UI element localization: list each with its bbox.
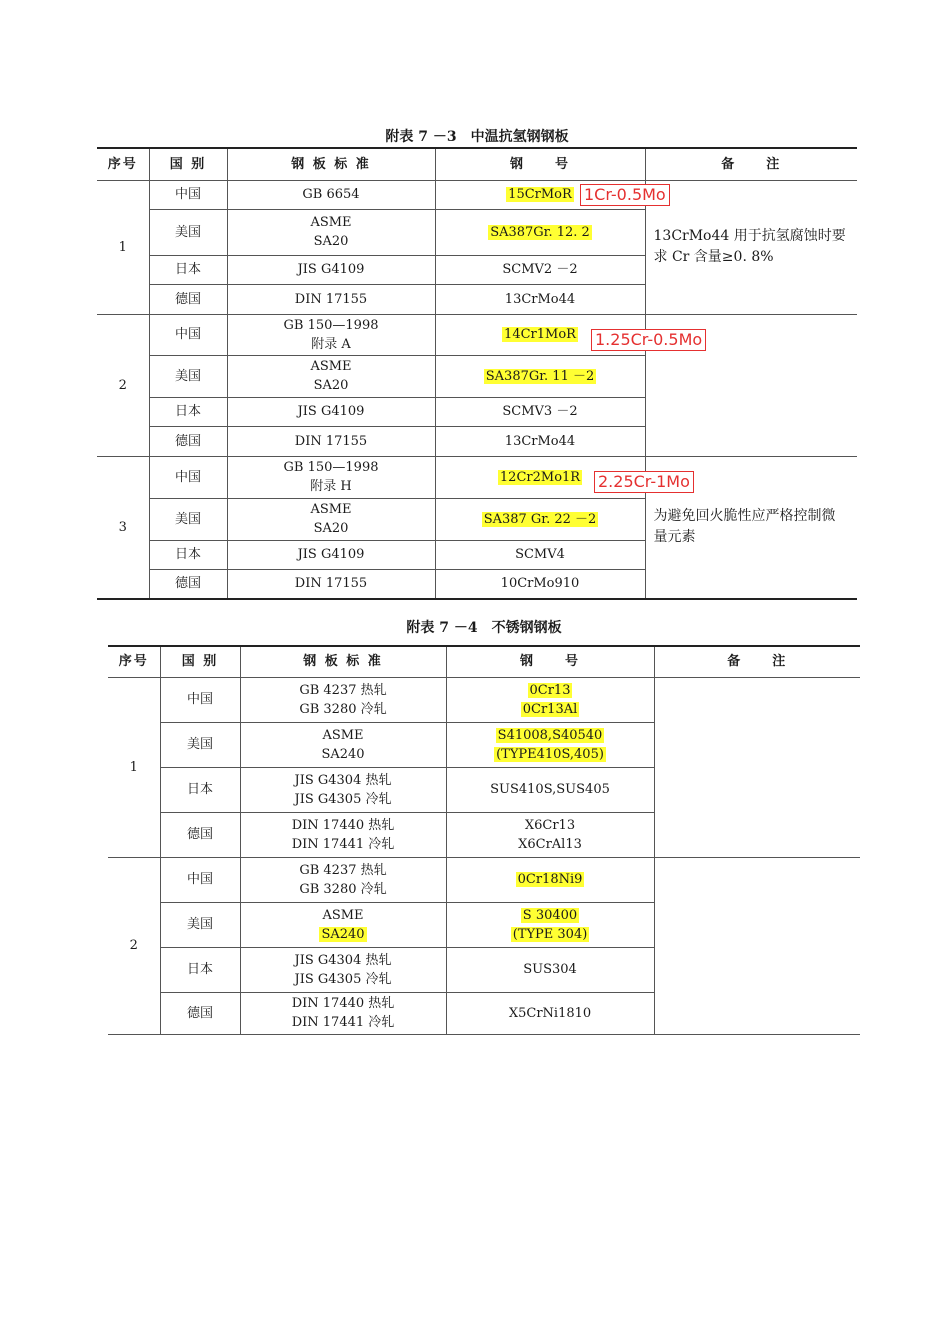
standard-cell	[240, 722, 446, 767]
grade-text: 10CrMo910	[500, 576, 580, 592]
standard-line	[243, 790, 444, 809]
grade-line	[438, 260, 643, 279]
standard-cell	[240, 857, 446, 902]
standard-line	[230, 500, 433, 519]
grade-cell	[446, 902, 654, 947]
grade-text: 13CrMo44	[504, 433, 576, 449]
standard-text: GB 4237 热轧	[299, 862, 387, 878]
standard-cell	[227, 209, 435, 255]
standard-text: 附录 H	[310, 479, 352, 494]
grade-line	[438, 574, 643, 593]
grade-line	[438, 545, 643, 564]
group-number: 1	[108, 677, 160, 857]
country-cell: 美国	[160, 902, 240, 947]
note-cell	[654, 677, 860, 857]
column-header: 钢 板 标 准	[227, 148, 435, 180]
column-header: 钢 号	[446, 646, 654, 677]
header-row	[108, 646, 860, 677]
grade-line	[438, 367, 643, 386]
grade-text: SA387 Gr. 22 －2	[483, 511, 597, 527]
country-cell: 德国	[149, 569, 227, 599]
grade-line	[449, 835, 652, 854]
country-cell: 德国	[149, 426, 227, 456]
country-cell: 日本	[149, 255, 227, 284]
column-header: 备 注	[645, 148, 857, 180]
grade-text: 14Cr1MoR	[504, 327, 576, 342]
grade-line	[449, 925, 652, 944]
column-header: 备 注	[654, 646, 860, 677]
column-header: 钢 号	[435, 148, 645, 180]
table-row	[97, 180, 857, 209]
grade-text: (TYPE 304)	[512, 926, 588, 942]
standard-cell	[227, 397, 435, 426]
standard-line	[230, 574, 433, 593]
country-cell: 日本	[160, 947, 240, 992]
grade-line	[438, 402, 643, 421]
standard-line	[243, 745, 444, 764]
group-number: 1	[97, 180, 149, 314]
standard-line	[243, 970, 444, 989]
grade-line	[449, 906, 652, 925]
grade-line	[438, 510, 643, 529]
standard-cell	[227, 355, 435, 397]
standard-line	[243, 816, 444, 835]
standard-line	[243, 880, 444, 899]
standard-line	[230, 477, 433, 496]
grade-cell	[446, 812, 654, 857]
standard-line	[230, 232, 433, 251]
standard-line	[243, 726, 444, 745]
grade-line	[449, 960, 652, 979]
note-cell: 为避免回火脆性应严格控制微量元素	[645, 456, 857, 599]
grade-text: SCMV3 －2	[502, 404, 578, 419]
annotation-225cr-1mo: 2.25Cr-1Mo	[594, 471, 694, 493]
grade-line	[449, 780, 652, 799]
standard-text: ASME	[310, 215, 352, 230]
standard-text: SA240	[321, 926, 365, 942]
country-cell: 美国	[149, 355, 227, 397]
country-cell: 美国	[160, 722, 240, 767]
grade-line	[449, 726, 652, 745]
country-cell: 中国	[149, 180, 227, 209]
standard-line	[243, 861, 444, 880]
grade-cell	[435, 426, 645, 456]
grade-cell	[435, 540, 645, 569]
table2	[108, 645, 860, 1035]
standard-text: JIS G4109	[297, 262, 365, 277]
standard-text: DIN 17440 热轧	[291, 996, 395, 1011]
table-row	[97, 456, 857, 498]
grade-text: 0Cr18Ni9	[517, 872, 583, 887]
standard-text: JIS G4304 热轧	[294, 772, 392, 788]
standard-line	[230, 357, 433, 376]
grade-cell	[446, 857, 654, 902]
grade-cell	[435, 397, 645, 426]
standard-text: 附录 A	[311, 336, 351, 352]
country-cell: 日本	[149, 540, 227, 569]
standard-line	[243, 1013, 444, 1032]
grade-cell	[446, 677, 654, 722]
grade-cell	[446, 722, 654, 767]
grade-line	[438, 290, 643, 309]
table-row	[97, 314, 857, 355]
country-cell: 中国	[160, 857, 240, 902]
standard-text: SA20	[313, 378, 349, 393]
standard-line	[243, 771, 444, 790]
standard-text: GB 4237 热轧	[299, 682, 387, 698]
standard-text: JIS G4305 冷轧	[294, 791, 392, 807]
column-header: 国 别	[149, 148, 227, 180]
grade-cell	[435, 569, 645, 599]
column-header: 国 别	[160, 646, 240, 677]
standard-cell	[227, 498, 435, 540]
standard-text: ASME	[322, 727, 364, 743]
table1-caption: 附表 7 －3 中温抗氢钢钢板	[385, 129, 569, 145]
standard-text: DIN 17155	[294, 291, 368, 307]
table-row	[108, 677, 860, 722]
standard-cell	[227, 314, 435, 355]
standard-text: GB 3280 冷轧	[299, 881, 387, 897]
standard-text: JIS G4305 冷轧	[294, 971, 392, 987]
column-header: 序号	[108, 646, 160, 677]
grade-line	[449, 1004, 652, 1023]
standard-line	[243, 700, 444, 719]
group-number: 3	[97, 456, 149, 599]
column-header: 钢 板 标 准	[240, 646, 446, 677]
standard-text: ASME	[322, 907, 364, 923]
note-cell: 13CrMo44 用于抗氢腐蚀时要求 Cr 含量≥0. 8%	[645, 180, 857, 314]
standard-line	[230, 290, 433, 309]
standard-text: GB 150—1998	[283, 460, 379, 475]
standard-line	[230, 335, 433, 354]
country-cell: 德国	[160, 812, 240, 857]
grade-text: SUS410S,SUS405	[490, 782, 610, 797]
standard-line	[230, 458, 433, 477]
header-row	[97, 148, 857, 180]
grade-cell	[446, 992, 654, 1034]
grade-text: X6Cr13	[524, 817, 576, 833]
grade-line	[449, 700, 652, 719]
grade-line	[438, 432, 643, 451]
group-number: 2	[97, 314, 149, 456]
grade-text: SA387Gr. 11 －2	[485, 368, 595, 384]
annotation-1cr-05mo: 1Cr-0.5Mo	[580, 184, 670, 206]
standard-text: DIN 17155	[294, 433, 368, 449]
standard-line	[243, 925, 444, 944]
standard-cell	[240, 677, 446, 722]
standard-line	[243, 681, 444, 700]
standard-cell	[240, 812, 446, 857]
standard-line	[243, 951, 444, 970]
standard-text: GB 150—1998	[283, 317, 379, 333]
grade-cell	[435, 498, 645, 540]
grade-cell	[435, 355, 645, 397]
standard-line	[230, 376, 433, 395]
grade-text: 13CrMo44	[504, 291, 576, 307]
standard-text: ASME	[310, 359, 352, 374]
standard-text: GB 6654	[302, 187, 360, 202]
standard-text: SA240	[321, 746, 365, 762]
country-cell: 中国	[149, 456, 227, 498]
standard-line	[243, 994, 444, 1013]
standard-line	[230, 185, 433, 204]
grade-text: 0Cr13	[529, 682, 571, 698]
standard-text: GB 3280 冷轧	[299, 701, 387, 717]
grade-text: 0Cr13Al	[522, 701, 578, 717]
standard-text: DIN 17155	[294, 576, 368, 592]
standard-cell	[227, 284, 435, 314]
standard-text: DIN 17440 热轧	[291, 817, 395, 833]
country-cell: 美国	[149, 209, 227, 255]
standard-line	[230, 213, 433, 232]
grade-line	[449, 816, 652, 835]
standard-line	[230, 545, 433, 564]
table2-caption: 附表 7 －4 不锈钢钢板	[406, 620, 562, 636]
group-number: 2	[108, 857, 160, 1034]
country-cell: 美国	[149, 498, 227, 540]
standard-cell	[227, 180, 435, 209]
column-header: 序号	[97, 148, 149, 180]
standard-text: DIN 17441 冷轧	[291, 1015, 395, 1030]
standard-line	[230, 432, 433, 451]
grade-cell	[446, 767, 654, 812]
grade-text: SCMV4	[515, 547, 565, 562]
table1	[97, 147, 857, 600]
grade-line	[449, 681, 652, 700]
standard-cell	[240, 992, 446, 1034]
grade-cell	[435, 255, 645, 284]
grade-text: 15CrMoR	[508, 187, 572, 202]
country-cell: 德国	[149, 284, 227, 314]
grade-text: (TYPE410S,405)	[496, 746, 604, 762]
standard-text: DIN 17441 冷轧	[291, 836, 395, 852]
country-cell: 中国	[149, 314, 227, 355]
grade-text: SCMV2 －2	[502, 262, 578, 277]
grade-line	[438, 223, 643, 242]
grade-text: S41008,S40540	[497, 727, 603, 743]
note-cell	[654, 857, 860, 1034]
standard-cell	[227, 456, 435, 498]
country-cell: 日本	[160, 767, 240, 812]
standard-line	[243, 906, 444, 925]
grade-cell	[435, 284, 645, 314]
standard-cell	[240, 767, 446, 812]
standard-text: JIS G4109	[297, 404, 365, 419]
standard-text: SA20	[313, 234, 349, 249]
standard-line	[230, 316, 433, 335]
standard-cell	[227, 569, 435, 599]
grade-line	[449, 745, 652, 764]
grade-text: SUS304	[523, 962, 577, 977]
grade-text: 12Cr2Mo1R	[499, 469, 581, 485]
table-row	[108, 857, 860, 902]
standard-text: SA20	[313, 521, 349, 536]
standard-line	[243, 835, 444, 854]
standard-line	[230, 519, 433, 538]
country-cell: 中国	[160, 677, 240, 722]
grade-text: X5CrNi1810	[508, 1005, 592, 1021]
country-cell: 德国	[160, 992, 240, 1034]
grade-line	[449, 870, 652, 889]
standard-line	[230, 402, 433, 421]
standard-text: JIS G4109	[297, 547, 365, 562]
standard-cell	[227, 255, 435, 284]
standard-text: JIS G4304 热轧	[294, 952, 392, 968]
standard-text: ASME	[310, 502, 352, 517]
standard-cell	[227, 540, 435, 569]
grade-text: SA387Gr. 12. 2	[490, 224, 590, 240]
grade-cell	[446, 947, 654, 992]
country-cell: 日本	[149, 397, 227, 426]
annotation-125cr-05mo: 1.25Cr-0.5Mo	[591, 329, 706, 351]
grade-text: S 30400	[522, 907, 578, 923]
standard-line	[230, 260, 433, 279]
grade-text: X6CrAl13	[518, 836, 582, 852]
standard-cell	[240, 947, 446, 992]
grade-cell	[435, 209, 645, 255]
standard-cell	[240, 902, 446, 947]
standard-cell	[227, 426, 435, 456]
